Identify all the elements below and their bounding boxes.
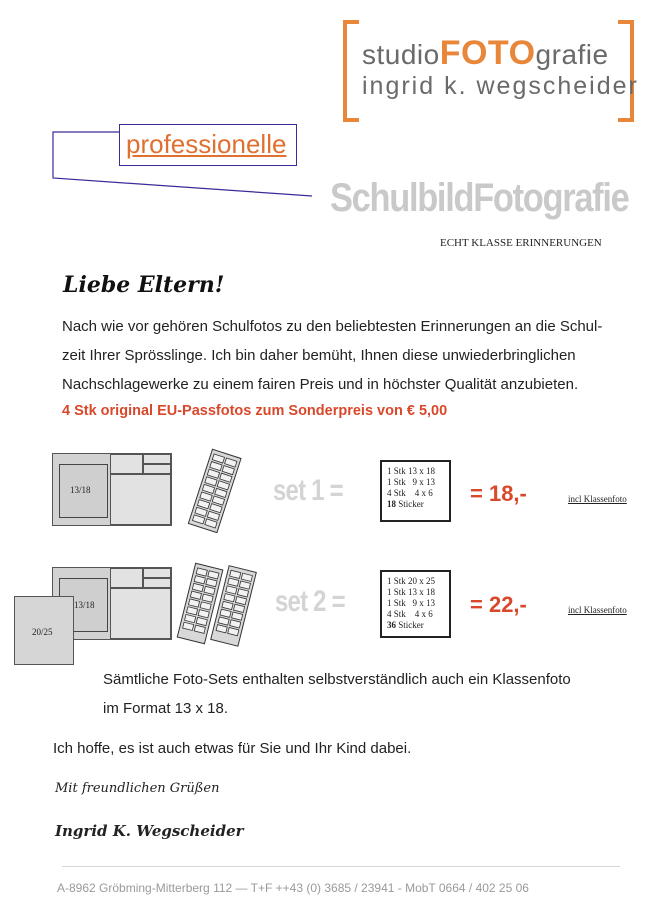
- photo-tiny: [143, 578, 171, 588]
- set-sticker-line: 18 Sticker: [387, 499, 424, 509]
- set-note: incl Klassenfoto: [568, 494, 627, 504]
- photo-small: [110, 454, 143, 474]
- set-price: = 22,-: [470, 592, 527, 617]
- set-item: 4 Stk 4 x 6: [387, 488, 433, 498]
- photo-medium: [110, 474, 171, 525]
- set-item: 1 Stk 20 x 25: [387, 576, 436, 586]
- logo-line-2: ingrid k. wegscheider: [362, 72, 639, 100]
- photo-tiny: [143, 464, 171, 474]
- schulbildfotografie-title: SchulbildFotografie: [330, 176, 629, 220]
- set-contents-box: [380, 460, 451, 522]
- logo-line-1: studioFOTOgrafie: [362, 34, 609, 72]
- big-photo-size-label: 20/25: [32, 627, 53, 637]
- hope-line: Ich hoffe, es ist auch etwas für Sie und Ihr Kind dabei.: [53, 740, 412, 757]
- set-contents-box: [380, 570, 451, 638]
- tagline: ECHT KLASSE ERINNERUNGEN: [440, 237, 602, 249]
- professionelle-heading: professionelle: [126, 129, 287, 159]
- set-item: 4 Stk 4 x 6: [387, 609, 433, 619]
- greeting: Liebe Eltern!: [63, 272, 225, 298]
- set-note: incl Klassenfoto: [568, 605, 627, 615]
- photo-size-label: 13/18: [70, 485, 91, 495]
- photo-tiny: [143, 568, 171, 578]
- set-item: 1 Stk 9 x 13: [387, 477, 436, 487]
- set-price: = 18,-: [470, 481, 527, 506]
- photo-small: [110, 568, 143, 588]
- letter-line-2: zeit Ihrer Sprösslinge. Ich bin daher bemüht, Ihnen diese unwiederbringlichen: [62, 347, 576, 364]
- footer-divider: [62, 866, 620, 867]
- set-item: 1 Stk 13 x 18: [387, 587, 436, 597]
- set-sticker-line: 36 Sticker: [387, 620, 424, 630]
- photo-size-label: 13/18: [74, 600, 95, 610]
- set-item: 1 Stk 13 x 18: [387, 466, 436, 476]
- signature: Ingrid K. Wegscheider: [55, 822, 244, 840]
- photo-tiny: [143, 454, 171, 464]
- footer-address: A-8962 Gröbming-Mitterberg 112 — T+F ++43 (0) 3685 / 23941 - MobT 0664 / 402 25 06: [57, 881, 529, 895]
- set-label: set 2 =: [275, 585, 345, 618]
- set-item: 1 Stk 9 x 13: [387, 598, 436, 608]
- sets-note-line-2: im Format 13 x 18.: [103, 700, 229, 717]
- set-label: set 1 =: [273, 474, 343, 507]
- letter-line-1: Nach wie vor gehören Schulfotos zu den beliebtesten Erinnerungen an die Schul-: [62, 318, 603, 335]
- letter-line-3: Nachschlagewerke zu einem fairen Preis und in höchster Qualität anzubieten.: [62, 376, 579, 393]
- sticker-sheets-icon: [172, 562, 262, 647]
- photo-medium: [110, 588, 171, 639]
- regards: Mit freundlichen Grüßen: [55, 781, 220, 796]
- passport-photo-offer: 4 Stk original EU-Passfotos zum Sonderpreis von € 5,00: [62, 403, 448, 419]
- sticker-sheet-icon: [180, 448, 250, 533]
- sets-note-line-1: Sämtliche Foto-Sets enthalten selbstverständlich auch ein Klassenfoto: [103, 671, 571, 688]
